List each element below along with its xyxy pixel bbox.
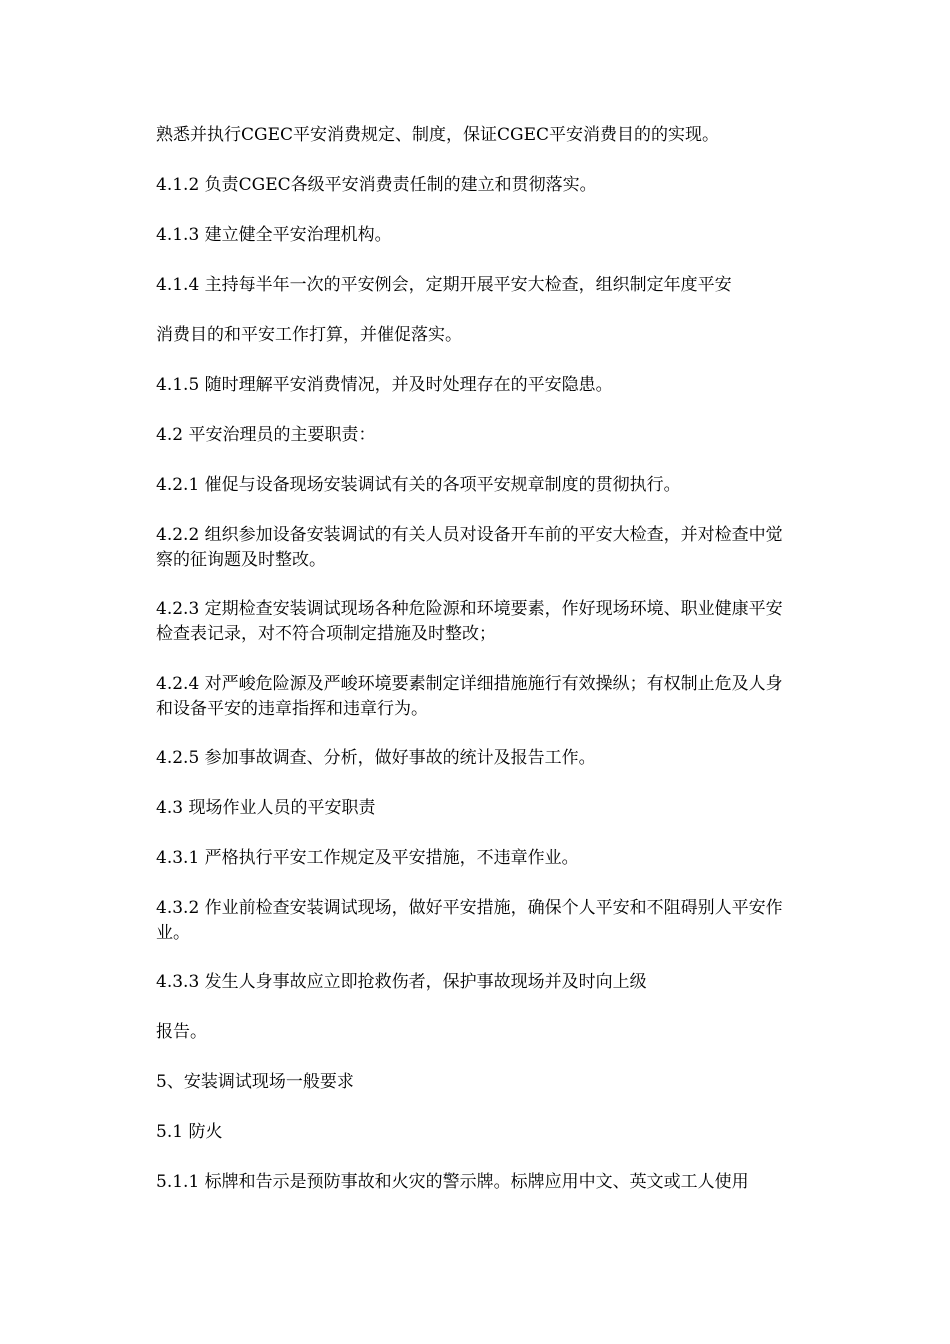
paragraph-4-1-3: 4.1.3 建立健全平安治理机构。 — [156, 225, 392, 245]
paragraph-4-3-1: 4.3.1 严格执行平安工作规定及平安措施，不违章作业。 — [156, 848, 579, 868]
paragraph-5-1-1: 5.1.1 标牌和告示是预防事故和火灾的警示牌。标牌应用中文、英文或工人使用 — [156, 1172, 749, 1192]
paragraph-4-2-5: 4.2.5 参加事故调查、分析，做好事故的统计及报告工作。 — [156, 748, 596, 768]
heading-4-3: 4.3 现场作业人员的平安职责 — [156, 798, 376, 818]
paragraph-4-2-2: 4.2.2 组织参加设备安装调试的有关人员对设备开车前的平安大检查，并对检查中觉察的征询题及时整改。 — [156, 525, 783, 570]
paragraph-1: 熟悉并执行CGEC平安消费规定、制度，保证CGEC平安消费目的的实现。 — [156, 125, 720, 145]
paragraph-4-1-4-cont: 消费目的和平安工作打算，并催促落实。 — [156, 325, 462, 345]
paragraph-4-2-4: 4.2.4 对严峻危险源及严峻环境要素制定详细措施施行有效操纵；有权制止危及人身和设备平安的违章指挥和违章行为。 — [156, 674, 783, 719]
paragraph-4-3-3: 4.3.3 发生人身事故应立即抢救伤者，保护事故现场并及时向上级 — [156, 972, 647, 992]
paragraph-4-1-2: 4.1.2 负责CGEC各级平安消费责任制的建立和贯彻落实。 — [156, 175, 597, 195]
heading-5-1: 5.1 防火 — [156, 1122, 223, 1142]
paragraph-4-2-3: 4.2.3 定期检查安装调试现场各种危险源和环境要素，作好现场环境、职业健康平安检查表记录，对不符合项制定措施及时整改； — [156, 599, 783, 644]
paragraph-4-3-2: 4.3.2 作业前检查安装调试现场，做好平安措施，确保个人平安和不阻碍别人平安作业。 — [156, 898, 783, 943]
paragraph-4-1-5: 4.1.5 随时理解平安消费情况，并及时处理存在的平安隐患。 — [156, 375, 613, 395]
heading-4-2: 4.2 平安治理员的主要职责： — [156, 425, 376, 445]
paragraph-4-3-3-cont: 报告。 — [156, 1022, 207, 1042]
heading-5: 5、安装调试现场一般要求 — [156, 1072, 354, 1092]
paragraph-4-1-4: 4.1.4 主持每半年一次的平安例会，定期开展平安大检查，组织制定年度平安 — [156, 275, 732, 295]
paragraph-4-2-1: 4.2.1 催促与设备现场安装调试有关的各项平安规章制度的贯彻执行。 — [156, 475, 681, 495]
